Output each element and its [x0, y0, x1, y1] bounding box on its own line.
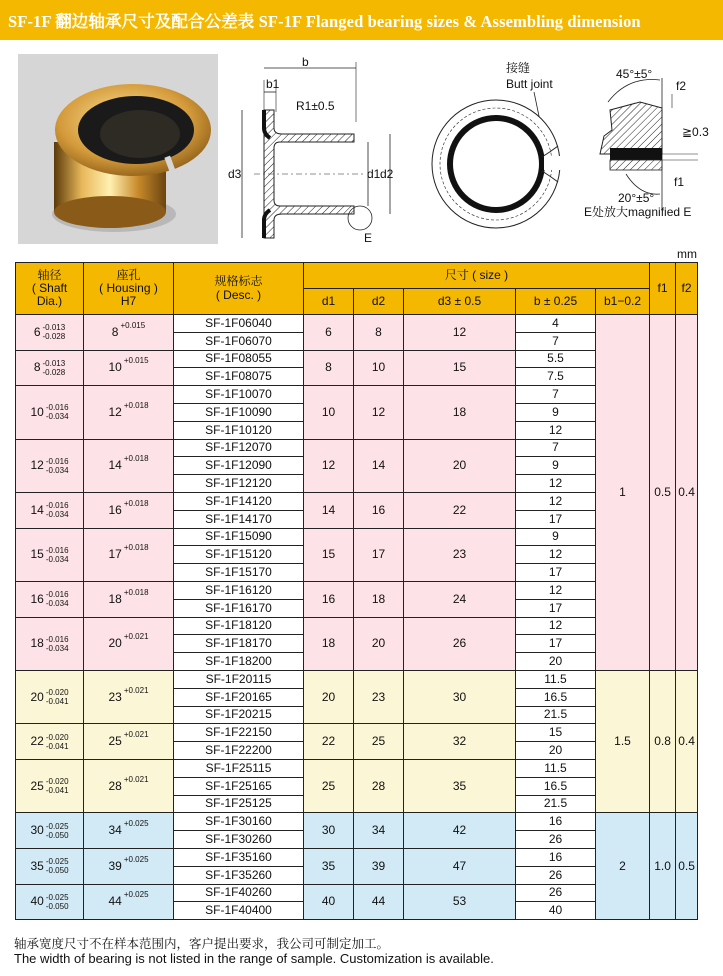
- shaft-cell: 16 -0.016 -0.034: [16, 581, 84, 617]
- title-banner: [0, 0, 723, 40]
- shaft-cell: 10 -0.016 -0.034: [16, 386, 84, 439]
- label-e: E: [364, 231, 373, 245]
- housing-cell: 34 +0.025: [84, 813, 174, 849]
- header-b: b ± 0.25: [516, 289, 596, 315]
- housing-cell: 17 +0.018: [84, 528, 174, 581]
- d3-cell: 20: [404, 439, 516, 492]
- footer-note-en: The width of bearing is not listed in the range of sample. Customization is available.: [14, 951, 494, 966]
- table-row: [16, 581, 698, 599]
- desc-cell: SF-1F12120: [174, 475, 304, 493]
- desc-cell: SF-1F06070: [174, 332, 304, 350]
- label-b1: b1: [266, 77, 280, 91]
- b-cell: 7.5: [516, 368, 596, 386]
- desc-cell: SF-1F25165: [174, 777, 304, 795]
- desc-cell: SF-1F18120: [174, 617, 304, 635]
- b-cell: 12: [516, 581, 596, 599]
- b-cell: 9: [516, 403, 596, 421]
- label-f2: f2: [676, 79, 687, 93]
- shaft-cell: 14 -0.016 -0.034: [16, 492, 84, 528]
- desc-cell: SF-1F14170: [174, 510, 304, 528]
- header-f2: f2: [676, 263, 698, 315]
- f1-cell: 0.5: [650, 315, 676, 671]
- desc-cell: SF-1F15170: [174, 564, 304, 582]
- b-cell: 17: [516, 510, 596, 528]
- page-title: SF-1F 翻边轴承尺寸及配合公差表 SF-1F Flanged bearing sizes & Assembling dimension: [8, 12, 641, 31]
- header-d2: d2: [354, 289, 404, 315]
- shaft-cell: 8 -0.013 -0.028: [16, 350, 84, 386]
- d2-cell: 20: [354, 617, 404, 670]
- d3-cell: 47: [404, 848, 516, 884]
- label-d2: d2: [380, 167, 394, 181]
- d2-cell: 18: [354, 581, 404, 617]
- f2-cell: 0.4: [676, 315, 698, 671]
- header-d3: d3 ± 0.5: [404, 289, 516, 315]
- table-row: [16, 439, 698, 457]
- b-cell: 26: [516, 884, 596, 902]
- d3-cell: 18: [404, 386, 516, 439]
- d1-cell: 30: [304, 813, 354, 849]
- desc-cell: SF-1F20115: [174, 670, 304, 688]
- shaft-cell: 15 -0.016 -0.034: [16, 528, 84, 581]
- label-f1: f1: [674, 175, 685, 189]
- desc-cell: SF-1F08055: [174, 350, 304, 368]
- b-cell: 21.5: [516, 706, 596, 724]
- b-cell: 12: [516, 421, 596, 439]
- d1-cell: 14: [304, 492, 354, 528]
- d2-cell: 44: [354, 884, 404, 920]
- d2-cell: 8: [354, 315, 404, 351]
- desc-cell: SF-1F22150: [174, 724, 304, 742]
- b-cell: 17: [516, 599, 596, 617]
- d2-cell: 34: [354, 813, 404, 849]
- b-cell: 26: [516, 866, 596, 884]
- d1-cell: 6: [304, 315, 354, 351]
- d2-cell: 23: [354, 670, 404, 723]
- b-cell: 11.5: [516, 759, 596, 777]
- table-body: [16, 315, 698, 920]
- housing-cell: 28 +0.021: [84, 759, 174, 812]
- label-joint-cn: 接缝: [506, 61, 531, 75]
- table-row: [16, 759, 698, 777]
- b-cell: 12: [516, 617, 596, 635]
- d3-cell: 15: [404, 350, 516, 386]
- table-row: [16, 617, 698, 635]
- d3-cell: 42: [404, 813, 516, 849]
- header-b1: b1−0.2: [596, 289, 650, 315]
- b-cell: 7: [516, 332, 596, 350]
- desc-cell: SF-1F25115: [174, 759, 304, 777]
- b-cell: 16: [516, 848, 596, 866]
- bearing-image: [18, 54, 218, 244]
- d2-cell: 25: [354, 724, 404, 760]
- b-cell: 16: [516, 813, 596, 831]
- table-row: [16, 315, 698, 333]
- d3-cell: 24: [404, 581, 516, 617]
- label-magnified: E处放大magnified E: [584, 205, 692, 219]
- desc-cell: SF-1F12070: [174, 439, 304, 457]
- b-cell: 5.5: [516, 350, 596, 368]
- d1-cell: 25: [304, 759, 354, 812]
- d2-cell: 12: [354, 386, 404, 439]
- table-row: [16, 528, 698, 546]
- b-cell: 40: [516, 902, 596, 920]
- d2-cell: 28: [354, 759, 404, 812]
- desc-cell: SF-1F18170: [174, 635, 304, 653]
- desc-cell: SF-1F20215: [174, 706, 304, 724]
- label-b: b: [302, 55, 309, 69]
- unit-label: mm: [677, 247, 697, 261]
- f2-cell: 0.5: [676, 813, 698, 920]
- header-desc: 规格标志 ( Desc. ): [174, 263, 304, 315]
- d1-cell: 15: [304, 528, 354, 581]
- shaft-cell: 18 -0.016 -0.034: [16, 617, 84, 670]
- table-row: [16, 813, 698, 831]
- b-cell: 20: [516, 742, 596, 760]
- housing-cell: 12 +0.018: [84, 386, 174, 439]
- header-d1: d1: [304, 289, 354, 315]
- desc-cell: SF-1F14120: [174, 492, 304, 510]
- shaft-cell: 6 -0.013 -0.028: [16, 315, 84, 351]
- shaft-cell: 12 -0.016 -0.034: [16, 439, 84, 492]
- housing-cell: 14 +0.018: [84, 439, 174, 492]
- housing-cell: 16 +0.018: [84, 492, 174, 528]
- d1-cell: 8: [304, 350, 354, 386]
- desc-cell: SF-1F15120: [174, 546, 304, 564]
- label-angle1: 45°±5°: [616, 67, 653, 81]
- housing-cell: 10 +0.015: [84, 350, 174, 386]
- label-r1: R1±0.5: [296, 99, 335, 113]
- housing-cell: 25 +0.021: [84, 724, 174, 760]
- b-cell: 4: [516, 315, 596, 333]
- d3-cell: 32: [404, 724, 516, 760]
- housing-cell: 20 +0.021: [84, 617, 174, 670]
- d2-cell: 10: [354, 350, 404, 386]
- table-row: [16, 884, 698, 902]
- shaft-cell: 25 -0.020 -0.041: [16, 759, 84, 812]
- d3-cell: 23: [404, 528, 516, 581]
- label-d3: d3: [228, 167, 242, 181]
- desc-cell: SF-1F20165: [174, 688, 304, 706]
- footer-note-cn: 轴承宽度尺寸不在样本范围内，客户提出要求，我公司可制定加工。: [14, 937, 390, 951]
- desc-cell: SF-1F18200: [174, 653, 304, 671]
- shaft-cell: 20 -0.020 -0.041: [16, 670, 84, 723]
- f1-cell: 0.8: [650, 670, 676, 812]
- b-cell: 7: [516, 386, 596, 404]
- d2-cell: 17: [354, 528, 404, 581]
- shaft-cell: 35 -0.025 -0.050: [16, 848, 84, 884]
- bearing-size-table: [15, 262, 698, 920]
- table-row: [16, 724, 698, 742]
- d2-cell: 39: [354, 848, 404, 884]
- d1-cell: 20: [304, 670, 354, 723]
- desc-cell: SF-1F10070: [174, 386, 304, 404]
- b-cell: 11.5: [516, 670, 596, 688]
- desc-cell: SF-1F35160: [174, 848, 304, 866]
- d3-cell: 22: [404, 492, 516, 528]
- table-row: [16, 386, 698, 404]
- b-cell: 12: [516, 546, 596, 564]
- butt-joint-diagram: [424, 50, 574, 230]
- b-cell: 7: [516, 439, 596, 457]
- d1-cell: 12: [304, 439, 354, 492]
- d1-cell: 35: [304, 848, 354, 884]
- b-cell: 12: [516, 492, 596, 510]
- shaft-cell: 40 -0.025 -0.050: [16, 884, 84, 920]
- shaft-cell: 22 -0.020 -0.041: [16, 724, 84, 760]
- header-housing: 座孔 ( Housing ) H7: [84, 263, 174, 315]
- b1-cell: 2: [596, 813, 650, 920]
- housing-cell: 18 +0.018: [84, 581, 174, 617]
- desc-cell: SF-1F40260: [174, 884, 304, 902]
- f2-cell: 0.4: [676, 670, 698, 812]
- bearing-photo: [18, 54, 218, 244]
- b-cell: 17: [516, 564, 596, 582]
- desc-cell: SF-1F12090: [174, 457, 304, 475]
- d1-cell: 18: [304, 617, 354, 670]
- d1-cell: 22: [304, 724, 354, 760]
- header-shaft: 轴径 ( Shaft Dia.): [16, 263, 84, 315]
- d3-cell: 12: [404, 315, 516, 351]
- d3-cell: 35: [404, 759, 516, 812]
- desc-cell: SF-1F40400: [174, 902, 304, 920]
- b1-cell: 1.5: [596, 670, 650, 812]
- b-cell: 9: [516, 528, 596, 546]
- label-joint-en: Butt joint: [506, 77, 553, 91]
- table-row: [16, 350, 698, 368]
- shaft-cell: 30 -0.025 -0.050: [16, 813, 84, 849]
- desc-cell: SF-1F30160: [174, 813, 304, 831]
- d3-cell: 30: [404, 670, 516, 723]
- b-cell: 16.5: [516, 777, 596, 795]
- d3-cell: 53: [404, 884, 516, 920]
- magnified-e-diagram: [580, 50, 720, 230]
- desc-cell: SF-1F16120: [174, 581, 304, 599]
- b1-cell: 1: [596, 315, 650, 671]
- desc-cell: SF-1F10120: [174, 421, 304, 439]
- desc-cell: SF-1F10090: [174, 403, 304, 421]
- d2-cell: 14: [354, 439, 404, 492]
- label-angle2: 20°±5°: [618, 191, 655, 205]
- b-cell: 16.5: [516, 688, 596, 706]
- housing-cell: 44 +0.025: [84, 884, 174, 920]
- b-cell: 21.5: [516, 795, 596, 813]
- table-row: [16, 670, 698, 688]
- header-f1: f1: [650, 263, 676, 315]
- housing-cell: 39 +0.025: [84, 848, 174, 884]
- b-cell: 12: [516, 475, 596, 493]
- table-row: [16, 848, 698, 866]
- desc-cell: SF-1F22200: [174, 742, 304, 760]
- f1-cell: 1.0: [650, 813, 676, 920]
- desc-cell: SF-1F35260: [174, 866, 304, 884]
- housing-cell: 8 +0.015: [84, 315, 174, 351]
- label-d1: d1: [367, 167, 381, 181]
- d1-cell: 16: [304, 581, 354, 617]
- header-size: 尺寸 ( size ): [304, 263, 650, 289]
- desc-cell: SF-1F25125: [174, 795, 304, 813]
- housing-cell: 23 +0.021: [84, 670, 174, 723]
- table-row: [16, 492, 698, 510]
- b-cell: 9: [516, 457, 596, 475]
- d3-cell: 26: [404, 617, 516, 670]
- flange-section-diagram: [224, 50, 414, 250]
- desc-cell: SF-1F08075: [174, 368, 304, 386]
- desc-cell: SF-1F16170: [174, 599, 304, 617]
- d1-cell: 10: [304, 386, 354, 439]
- desc-cell: SF-1F06040: [174, 315, 304, 333]
- b-cell: 26: [516, 831, 596, 849]
- b-cell: 20: [516, 653, 596, 671]
- d2-cell: 16: [354, 492, 404, 528]
- b-cell: 15: [516, 724, 596, 742]
- b-cell: 17: [516, 635, 596, 653]
- desc-cell: SF-1F15090: [174, 528, 304, 546]
- desc-cell: SF-1F30260: [174, 831, 304, 849]
- label-ge03: ≧0.3: [682, 125, 709, 139]
- d1-cell: 40: [304, 884, 354, 920]
